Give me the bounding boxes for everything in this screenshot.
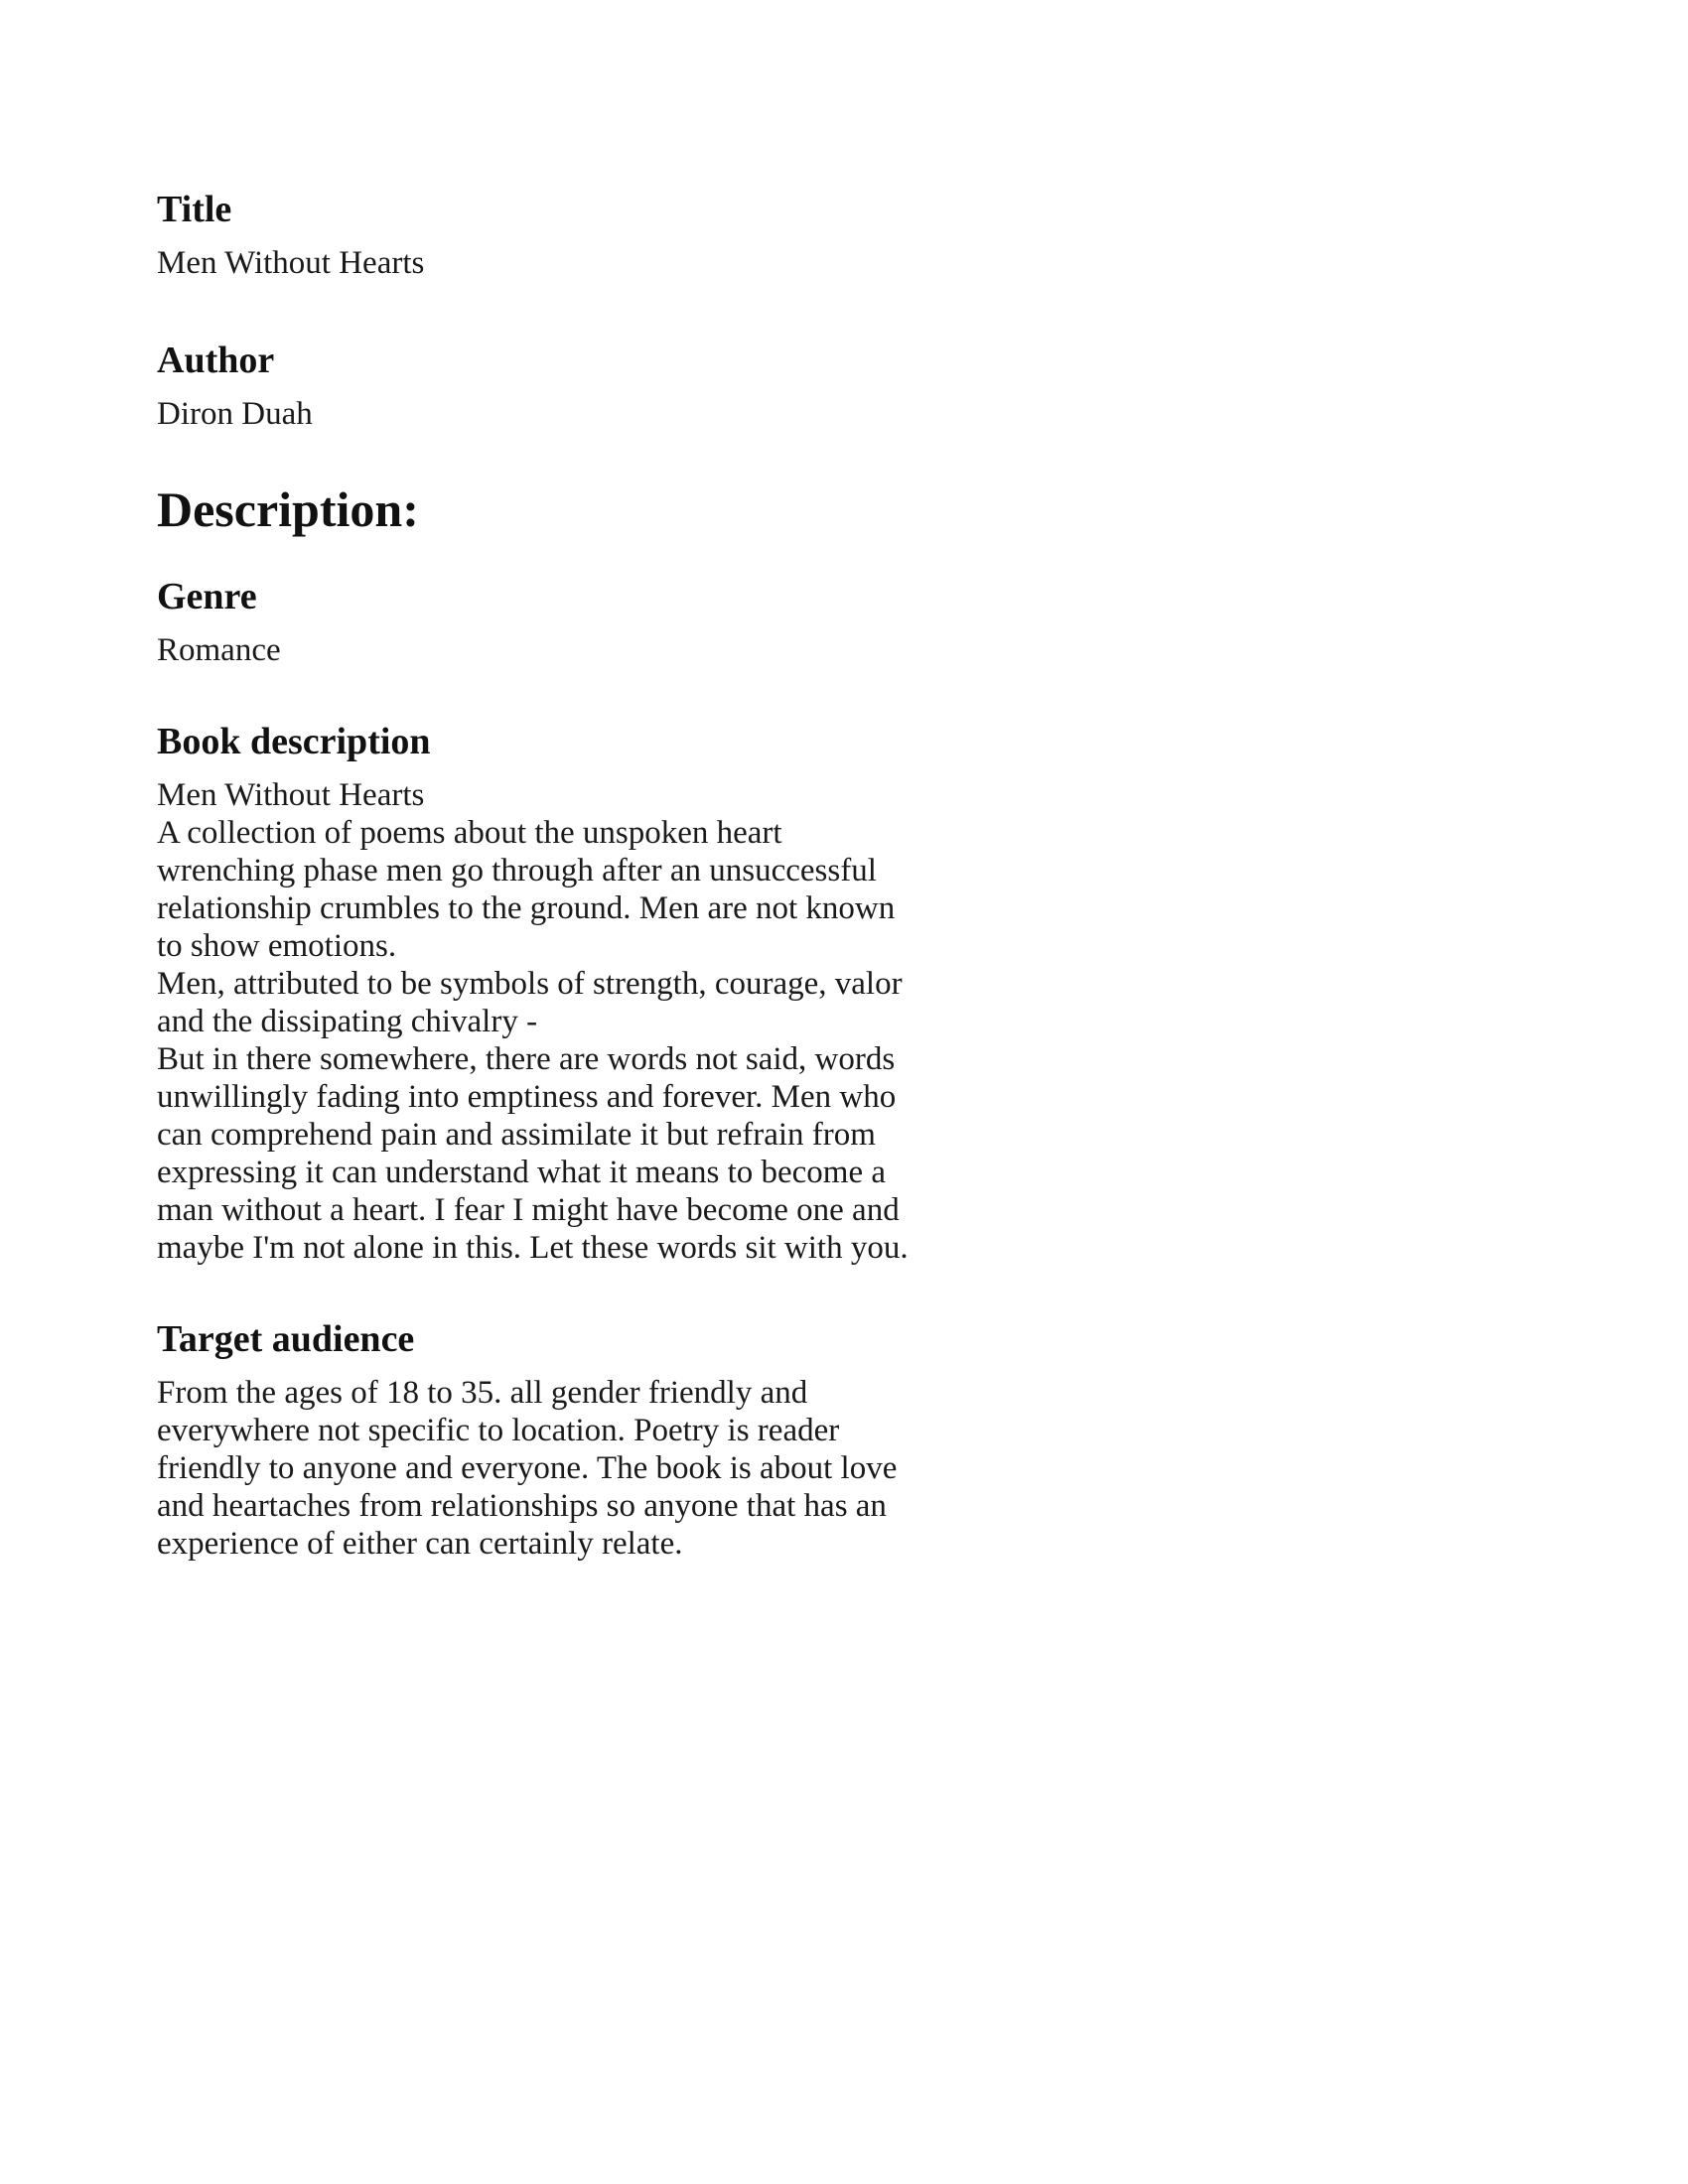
author-value: Diron Duah [157, 396, 313, 432]
book-description-line: unwillingly fading into emptiness and forever. Men who [157, 1079, 897, 1115]
target-audience-line: everywhere not specific to location. Poetry is reader [157, 1413, 840, 1448]
book-description-line: to show emotions. [157, 928, 397, 964]
genre-label: Genre [157, 576, 257, 617]
book-description-line: relationship crumbles to the ground. Men are not known [157, 890, 896, 926]
target-audience-section [157, 1316, 941, 1563]
genre-section [157, 574, 941, 669]
book-description-line: Men Without Hearts [157, 777, 425, 813]
book-description-line: man without a heart. I fear I might have become one and [157, 1192, 900, 1228]
author-label: Author [157, 340, 275, 381]
book-description-line: A collection of poems about the unspoken heart [157, 815, 782, 851]
book-description-line: wrenching phase men go through after an unsuccessful [157, 853, 877, 888]
title-value: Men Without Hearts [157, 245, 425, 281]
target-audience-label: Target audience [157, 1318, 415, 1360]
book-description-line: But in there somewhere, there are words not said, words [157, 1041, 896, 1077]
target-audience-line: and heartaches from relationships so anyone that has an [157, 1488, 887, 1524]
book-description-line: can comprehend pain and assimilate it but refrain from [157, 1117, 876, 1153]
book-description-line: Men, attributed to be symbols of strength, courage, valor [157, 966, 903, 1002]
title-label: Title [157, 189, 232, 230]
book-description-line: maybe I'm not alone in this. Let these words sit with you. [157, 1230, 909, 1266]
document-page [157, 187, 941, 1563]
book-description-section [157, 719, 941, 1267]
book-description-line: and the dissipating chivalry - [157, 1004, 538, 1039]
book-description-line: expressing it can understand what it means to become a [157, 1155, 887, 1190]
title-section [157, 187, 941, 282]
target-audience-text [157, 1374, 941, 1563]
genre-value: Romance [157, 632, 281, 668]
target-audience-line: friendly to anyone and everyone. The book is about love [157, 1450, 898, 1486]
target-audience-line: From the ages of 18 to 35. all gender friendly and [157, 1375, 808, 1411]
target-audience-line: experience of either can certainly relate. [157, 1526, 683, 1562]
book-description-label: Book description [157, 721, 431, 762]
book-description-text [157, 776, 941, 1267]
author-section [157, 338, 941, 433]
description-heading: Description: [157, 481, 419, 537]
